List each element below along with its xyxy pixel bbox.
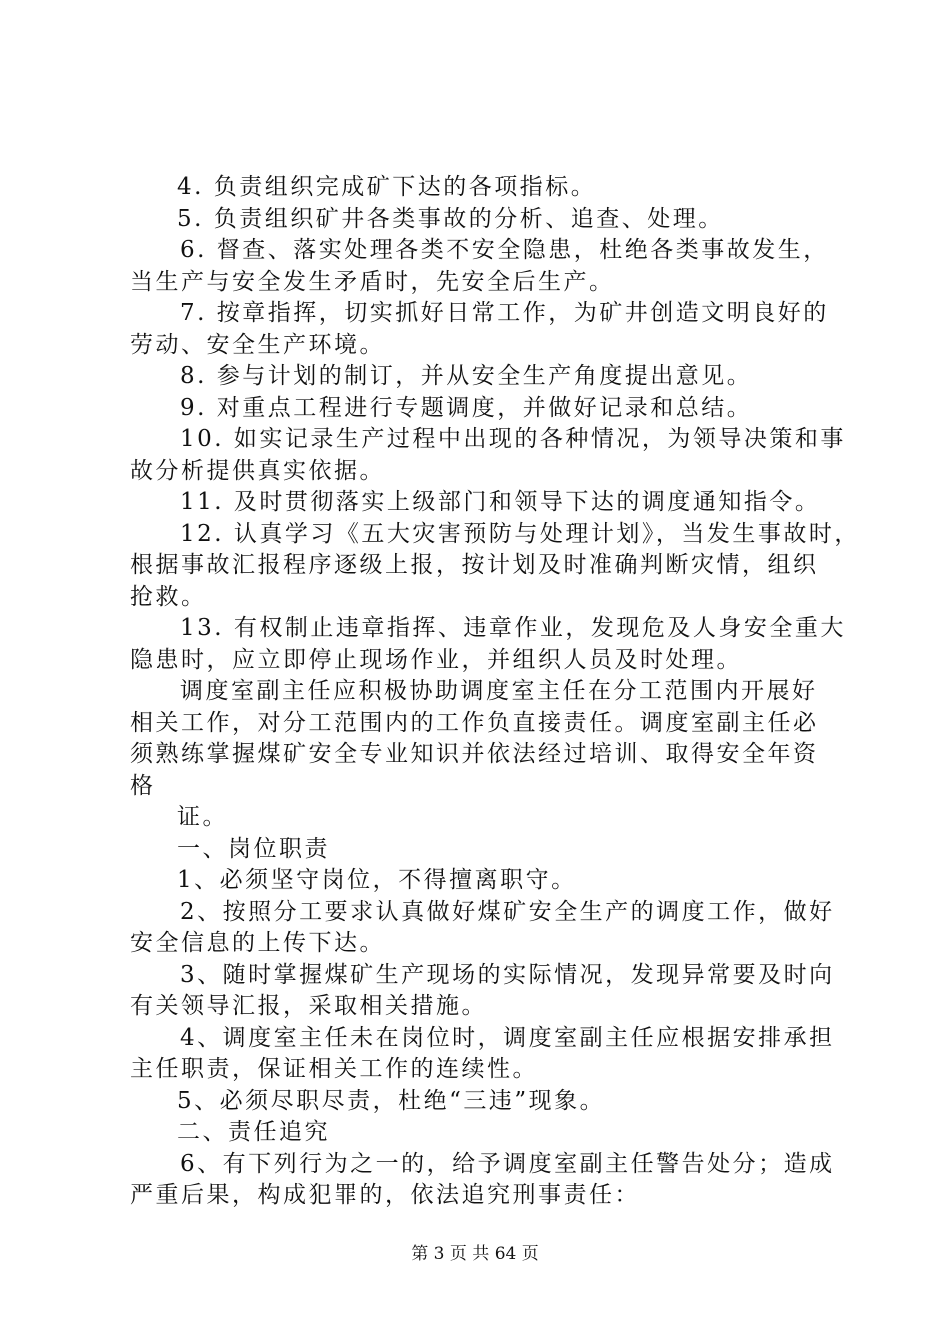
text-line: 5. 负责组织矿井各类事故的分析、追查、处理。 [177,205,724,232]
text-line: 格 [130,772,156,799]
text-line: 5、必须尽职尽责，杜绝“三违”现象。 [177,1087,606,1114]
text-line: 13. 有权制止违章指挥、违章作业，发现危及人身安全重大 [180,615,846,641]
text-line: 当生产与安全发生矛盾时，先安全后生产。 [130,268,615,295]
text-line: 8. 参与计划的制订，并从安全生产角度提出意见。 [180,363,753,389]
text-line: 主任职责，保证相关工作的连续性。 [130,1056,538,1082]
text-line: 安全信息的上传下达。 [130,930,385,956]
text-line: 6. 督查、落实处理各类不安全隐患，杜绝各类事故发生， [180,237,829,263]
text-line: 有关领导汇报，采取相关措施。 [130,993,487,1019]
text-line: 证。 [177,804,228,830]
text-line: 2、按照分工要求认真做好煤矿安全生产的调度工作，做好 [180,898,835,925]
text-line: 相关工作，对分工范围内的工作负直接责任。调度室副主任必 [130,709,819,736]
text-line: 一、岗位职责 [177,835,330,862]
text-line: 9. 对重点工程进行专题调度，并做好记录和总结。 [180,394,753,421]
text-line: 6、有下列行为之一的，给予调度室副主任警告处分；造成 [180,1150,835,1177]
document-body [130,172,860,1212]
text-line: 10. 如实记录生产过程中出现的各种情况，为领导决策和事 [180,426,846,452]
text-line: 隐患时，应立即停止现场作业，并组织人员及时处理。 [130,646,742,673]
text-line: 严重后果，构成犯罪的，依法追究刑事责任： [130,1182,640,1208]
text-line: 调度室副主任应积极协助调度室主任在分工范围内开展好 [180,678,818,704]
text-line: 故分析提供真实依据。 [130,457,385,484]
text-line: 11. 及时贯彻落实上级部门和领导下达的调度通知指令。 [180,489,821,515]
text-line: 1、必须坚守岗位，不得擅离职守。 [177,867,577,893]
text-line: 根据事故汇报程序逐级上报，按计划及时准确判断灾情，组织 [130,552,819,578]
text-line: 抢救。 [130,583,207,610]
text-line: 3、随时掌握煤矿生产现场的实际情况，发现异常要及时向 [180,961,835,988]
text-line: 4、调度室主任未在岗位时，调度室副主任应根据安排承担 [180,1024,835,1051]
text-line: 7. 按章指挥，切实抓好日常工作，为矿井创造文明良好的 [180,300,829,326]
text-line: 4. 负责组织完成矿下达的各项指标。 [177,174,597,200]
text-line: 劳动、安全生产环境。 [130,331,385,358]
text-line: 二、责任追究 [177,1119,330,1145]
text-line: 须熟练掌握煤矿安全专业知识并依法经过培训、取得安全年资 [130,741,819,767]
text-line: 12. 认真学习《五大灾害预防与处理计划》，当发生事故时， [180,520,860,547]
page-footer: 第 3 页 共 64 页 [411,1244,539,1264]
